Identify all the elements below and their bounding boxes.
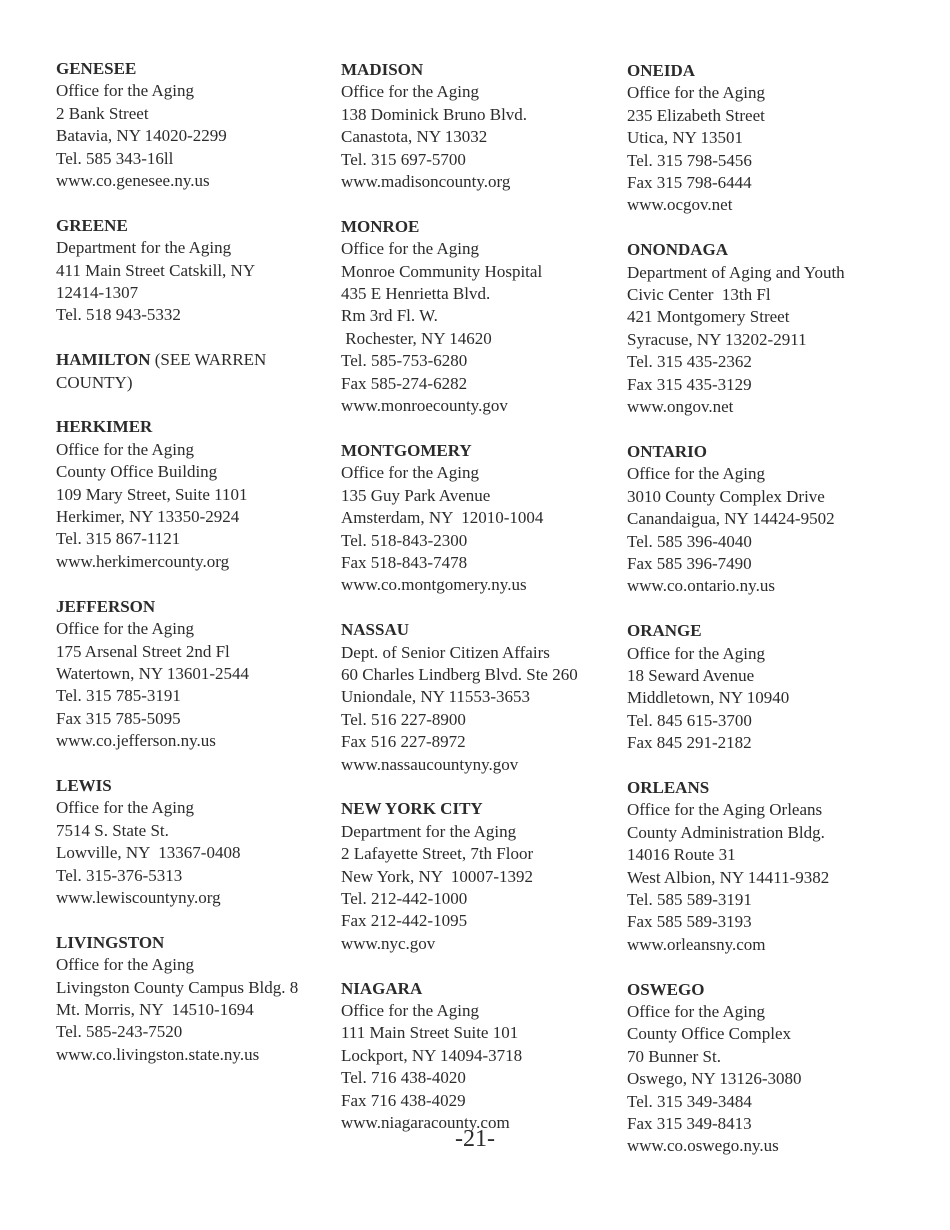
address-line: Office for the Aging (341, 463, 480, 483)
fax-number: Fax 585 589-3193 (627, 912, 752, 932)
address-line: 435 E Henrietta Blvd. (341, 284, 491, 304)
directory-column-2 (341, 59, 626, 1157)
county-name (56, 932, 341, 954)
phone-number: Tel. 315 435-2362 (627, 352, 752, 372)
phone-number: Tel. 518-843-2300 (341, 530, 468, 550)
county-name (56, 58, 341, 80)
address-line: Office for the Aging (56, 798, 195, 818)
county-name-text: OSWEGO (627, 979, 705, 999)
address-line: Syracuse, NY 13202-2911 (627, 329, 807, 349)
phone-number: Tel. 845 615-3700 (627, 710, 752, 730)
website-url: www.nassaucountyny.gov (341, 754, 519, 774)
address-line: 2 Lafayette Street, 7th Floor (341, 844, 534, 864)
county-name (56, 416, 341, 438)
county-name-text: ORANGE (627, 621, 702, 641)
address-line: Amsterdam, NY 12010-1004 (341, 508, 544, 528)
address-line: Office for the Aging (56, 81, 195, 101)
address-line: Monroe Community Hospital (341, 261, 543, 281)
address-line: Watertown, NY 13601-2544 (56, 663, 249, 683)
county-entry-greene (56, 215, 341, 327)
address-line: Office for the Aging Orleans (627, 800, 823, 820)
website-url: www.niagaracounty.com (341, 1113, 510, 1133)
website-url: www.co.montgomery.ny.us (341, 575, 527, 595)
county-entry-ontario (627, 441, 912, 598)
address-line: Department of Aging and Youth (627, 262, 845, 282)
county-entry-orange (627, 620, 912, 754)
fax-number: Fax 518-843-7478 (341, 552, 468, 572)
address-line: Utica, NY 13501 (627, 128, 743, 148)
county-entry-jefferson (56, 596, 341, 753)
address-line: 12414-1307 (56, 283, 139, 303)
website-url: www.co.ontario.ny.us (627, 576, 775, 596)
address-line: Canandaigua, NY 14424-9502 (627, 509, 835, 529)
address-line: Uniondale, NY 11553-3653 (341, 687, 531, 707)
address-line: County Office Building (56, 462, 218, 482)
county-name-text: ONEIDA (627, 61, 696, 80)
address-line: 111 Main Street Suite 101 (341, 1023, 519, 1043)
phone-number: Tel. 212-442-1000 (341, 888, 468, 908)
phone-number: Tel. 315 785-3191 (56, 686, 181, 706)
address-line: Civic Center 13th Fl (627, 285, 771, 305)
phone-number: Tel. 585 396-4040 (627, 531, 752, 551)
address-line: County Office Complex (627, 1024, 791, 1044)
fax-number: Fax 315 349-8413 (627, 1114, 752, 1134)
address-line: Department for the Aging (56, 238, 232, 258)
county-name-text: MONTGOMERY (341, 440, 472, 460)
address-line: Office for the Aging (627, 643, 766, 663)
county-entry-onondaga (627, 239, 912, 418)
county-name-text: MONROE (341, 216, 420, 236)
website-url: www.herkimercounty.org (56, 551, 230, 571)
phone-number: Tel. 315 697-5700 (341, 149, 466, 169)
fax-number: Fax 516 227-8972 (341, 732, 466, 752)
phone-number: Tel. 315 349-3484 (627, 1091, 752, 1111)
phone-number: Tel. 315 798-5456 (627, 150, 752, 170)
county-entry-new-york-city (341, 798, 626, 955)
address-line: 14016 Route 31 (627, 845, 736, 865)
address-line: Rochester, NY 14620 (341, 328, 492, 348)
address-line: West Albion, NY 14411-9382 (627, 867, 830, 887)
county-name-text: GREENE (56, 215, 128, 235)
address-line: 411 Main Street Catskill, NY (56, 260, 256, 280)
address-line: Office for the Aging (341, 82, 480, 102)
county-name-text: ORLEANS (627, 777, 710, 797)
page-number: -21- (455, 1126, 495, 1152)
address-line: Office for the Aging (56, 439, 195, 459)
address-line: Office for the Aging (341, 239, 480, 259)
county-name-text: ONONDAGA (627, 240, 729, 260)
website-url: www.monroecounty.gov (341, 396, 508, 416)
website-url: www.lewiscountyny.org (56, 887, 221, 907)
county-name (341, 978, 626, 1000)
address-line: 138 Dominick Bruno Blvd. (341, 104, 528, 124)
directory-column-3 (627, 60, 912, 1180)
address-line: Office for the Aging (341, 1000, 480, 1020)
county-name (341, 798, 626, 820)
address-line: County Administration Bldg. (627, 822, 825, 842)
address-line: Office for the Aging (627, 83, 766, 103)
county-entry-herkimer (56, 416, 341, 573)
phone-number: Tel. 716 438-4020 (341, 1068, 466, 1088)
county-entry-madison (341, 59, 626, 193)
address-line: Office for the Aging (56, 619, 195, 639)
address-line: 235 Elizabeth Street (627, 105, 765, 125)
county-name-text: LIVINGSTON (56, 932, 165, 952)
address-line: New York, NY 10007-1392 (341, 866, 534, 886)
county-name (56, 596, 341, 618)
county-name (627, 979, 912, 1001)
website-url: www.co.genesee.ny.us (56, 171, 210, 191)
phone-number: Tel. 516 227-8900 (341, 709, 466, 729)
address-line: 70 Bunner St. (627, 1046, 721, 1066)
website-url: www.ongov.net (627, 397, 734, 417)
phone-number: Tel. 585 343-16ll (56, 148, 174, 168)
fax-number: Fax 212-442-1095 (341, 911, 468, 931)
county-name (341, 619, 626, 641)
county-name-text: ONTARIO (627, 441, 707, 461)
county-name-text: NEW YORK CITY (341, 799, 483, 819)
address-line: Office for the Aging (56, 955, 195, 975)
county-name (56, 215, 341, 237)
address-line: 60 Charles Lindberg Blvd. Ste 260 (341, 664, 578, 684)
website-url: www.co.oswego.ny.us (627, 1136, 779, 1156)
fax-number: Fax 585 396-7490 (627, 553, 752, 573)
phone-number: Tel. 585-243-7520 (56, 1022, 183, 1042)
address-line: Middletown, NY 10940 (627, 688, 790, 708)
phone-number: Tel. 585 589-3191 (627, 889, 752, 909)
address-line: 2 Bank Street (56, 103, 149, 123)
website-url: www.madisoncounty.org (341, 172, 511, 192)
county-entry-monroe (341, 216, 626, 418)
county-entry-orleans (627, 777, 912, 956)
county-name-text: HERKIMER (56, 417, 153, 437)
fax-number: Fax 716 438-4029 (341, 1090, 466, 1110)
phone-number: Tel. 585-753-6280 (341, 351, 468, 371)
county-entry-niagara (341, 978, 626, 1135)
address-line: Department for the Aging (341, 821, 517, 841)
phone-number: Tel. 315 867-1121 (56, 529, 181, 549)
fax-number: Fax 315 798-6444 (627, 173, 752, 193)
address-line: 18 Seward Avenue (627, 665, 755, 685)
county-name-text: NASSAU (341, 620, 410, 640)
fax-number: Fax 315 435-3129 (627, 374, 752, 394)
county-name (627, 441, 912, 463)
county-name-text: GENESEE (56, 59, 137, 78)
phone-number: Tel. 315-376-5313 (56, 865, 183, 885)
directory-column-1 (56, 58, 341, 1089)
county-name-note: (SEE WARREN (150, 350, 267, 370)
county-name-text: JEFFERSON (56, 596, 156, 616)
address-line: Livingston County Campus Bldg. 8 (56, 977, 299, 997)
address-line: Dept. of Senior Citizen Affairs (341, 642, 550, 662)
county-name (627, 60, 912, 82)
website-url: www.nyc.gov (341, 933, 436, 953)
county-name-text: MADISON (341, 60, 424, 79)
county-entry-montgomery (341, 440, 626, 597)
address-line: 7514 S. State St. (56, 820, 169, 840)
address-line: Batavia, NY 14020-2299 (56, 126, 227, 146)
website-url: www.ocgov.net (627, 195, 733, 215)
county-entry-genesee (56, 58, 341, 192)
website-url: www.orleansny.com (627, 934, 766, 954)
county-name (56, 775, 341, 797)
county-name (627, 620, 912, 642)
county-name (341, 59, 626, 81)
address-line: Canastota, NY 13032 (341, 127, 488, 147)
address-line: Oswego, NY 13126-3080 (627, 1069, 802, 1089)
address-line: Rm 3rd Fl. W. (341, 306, 438, 326)
county-name (341, 216, 626, 238)
address-line: Office for the Aging (627, 464, 766, 484)
fax-number: Fax 315 785-5095 (56, 708, 181, 728)
address-line: 421 Montgomery Street (627, 307, 790, 327)
county-entry-lewis (56, 775, 341, 909)
county-entry-livingston (56, 932, 341, 1066)
county-name-text: LEWIS (56, 775, 112, 795)
address-line: Lockport, NY 14094-3718 (341, 1045, 523, 1065)
fax-number: Fax 845 291-2182 (627, 733, 752, 753)
address-line: Mt. Morris, NY 14510-1694 (56, 999, 254, 1019)
county-name (56, 349, 341, 371)
county-name-text: NIAGARA (341, 978, 423, 998)
website-url: www.co.livingston.state.ny.us (56, 1044, 260, 1064)
phone-number: Tel. 518 943-5332 (56, 305, 181, 325)
county-name (627, 777, 912, 799)
county-entry-nassau (341, 619, 626, 776)
county-name (341, 440, 626, 462)
address-line: Office for the Aging (627, 1001, 766, 1021)
fax-number: Fax 585-274-6282 (341, 373, 468, 393)
county-entry-hamilton (56, 349, 341, 394)
address-line: 109 Mary Street, Suite 1101 (56, 484, 248, 504)
address-line: Lowville, NY 13367-0408 (56, 843, 241, 863)
address-line: 135 Guy Park Avenue (341, 485, 491, 505)
website-url: www.co.jefferson.ny.us (56, 731, 216, 751)
address-line: COUNTY) (56, 372, 133, 392)
county-entry-oneida (627, 60, 912, 217)
county-name-text: HAMILTON (56, 350, 151, 370)
address-line: 3010 County Complex Drive (627, 486, 825, 506)
address-line: 175 Arsenal Street 2nd Fl (56, 641, 230, 661)
address-line: Herkimer, NY 13350-2924 (56, 507, 240, 527)
county-name (627, 239, 912, 261)
